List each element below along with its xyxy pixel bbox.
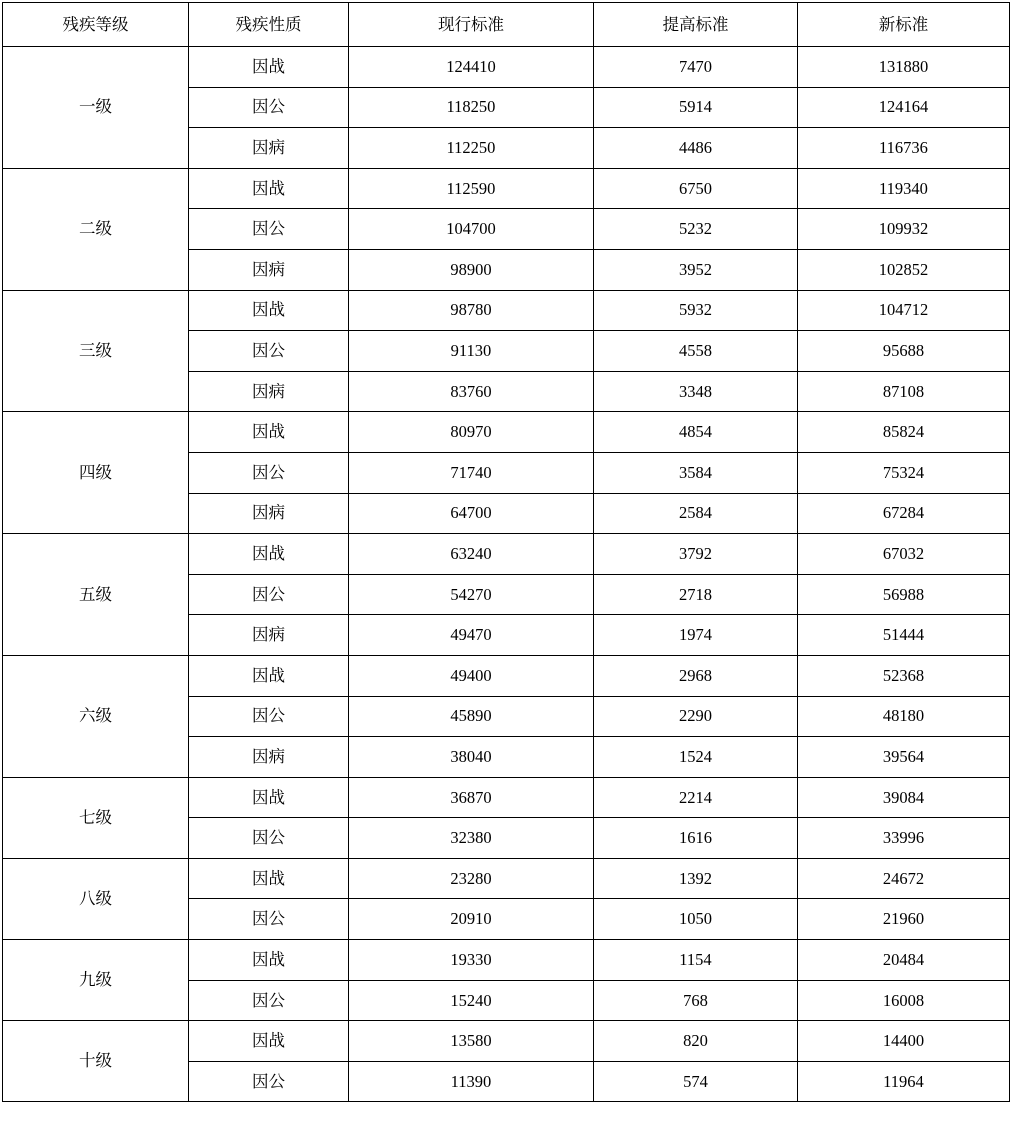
cell-increase-standard: 1974 [594, 615, 798, 656]
cell-current-standard: 98900 [349, 249, 594, 290]
cell-increase-standard: 2968 [594, 655, 798, 696]
cell-new-standard: 116736 [798, 128, 1010, 169]
table-row [3, 168, 1010, 209]
cell-nature: 因病 [189, 493, 349, 534]
cell-nature: 因战 [189, 858, 349, 899]
cell-new-standard: 87108 [798, 371, 1010, 412]
cell-current-standard: 112590 [349, 168, 594, 209]
cell-new-standard: 11964 [798, 1061, 1010, 1102]
cell-new-standard: 56988 [798, 574, 1010, 615]
cell-new-standard: 14400 [798, 1021, 1010, 1062]
cell-current-standard: 118250 [349, 87, 594, 128]
table-row [3, 655, 1010, 696]
cell-grade: 五级 [3, 534, 189, 656]
cell-new-standard: 39564 [798, 737, 1010, 778]
cell-current-standard: 83760 [349, 371, 594, 412]
cell-nature: 因公 [189, 899, 349, 940]
table-header-row [3, 3, 1010, 47]
cell-nature: 因战 [189, 940, 349, 981]
cell-nature: 因战 [189, 47, 349, 88]
table-row [3, 858, 1010, 899]
cell-current-standard: 38040 [349, 737, 594, 778]
cell-grade: 七级 [3, 777, 189, 858]
cell-new-standard: 39084 [798, 777, 1010, 818]
cell-increase-standard: 1616 [594, 818, 798, 859]
cell-current-standard: 11390 [349, 1061, 594, 1102]
cell-increase-standard: 4558 [594, 331, 798, 372]
table-row [3, 47, 1010, 88]
cell-increase-standard: 4486 [594, 128, 798, 169]
cell-grade: 四级 [3, 412, 189, 534]
column-header-nature: 残疾性质 [189, 3, 349, 47]
cell-nature: 因公 [189, 87, 349, 128]
cell-current-standard: 13580 [349, 1021, 594, 1062]
cell-increase-standard: 3584 [594, 452, 798, 493]
cell-nature: 因公 [189, 209, 349, 250]
cell-increase-standard: 1154 [594, 940, 798, 981]
cell-increase-standard: 2718 [594, 574, 798, 615]
cell-nature: 因公 [189, 331, 349, 372]
cell-increase-standard: 768 [594, 980, 798, 1021]
cell-new-standard: 21960 [798, 899, 1010, 940]
cell-nature: 因公 [189, 980, 349, 1021]
cell-increase-standard: 1392 [594, 858, 798, 899]
table-header [3, 3, 1010, 47]
cell-nature: 因战 [189, 168, 349, 209]
cell-nature: 因战 [189, 534, 349, 575]
cell-nature: 因公 [189, 1061, 349, 1102]
cell-increase-standard: 5914 [594, 87, 798, 128]
table-row [3, 777, 1010, 818]
cell-nature: 因病 [189, 128, 349, 169]
cell-current-standard: 19330 [349, 940, 594, 981]
cell-increase-standard: 3952 [594, 249, 798, 290]
cell-new-standard: 51444 [798, 615, 1010, 656]
cell-increase-standard: 1524 [594, 737, 798, 778]
column-header-current-standard: 现行标准 [349, 3, 594, 47]
cell-current-standard: 91130 [349, 331, 594, 372]
cell-increase-standard: 2214 [594, 777, 798, 818]
column-header-increase-standard: 提高标准 [594, 3, 798, 47]
cell-current-standard: 64700 [349, 493, 594, 534]
cell-increase-standard: 820 [594, 1021, 798, 1062]
column-header-new-standard: 新标准 [798, 3, 1010, 47]
cell-increase-standard: 2290 [594, 696, 798, 737]
table-row [3, 290, 1010, 331]
cell-nature: 因病 [189, 615, 349, 656]
cell-current-standard: 49400 [349, 655, 594, 696]
cell-new-standard: 67284 [798, 493, 1010, 534]
cell-new-standard: 85824 [798, 412, 1010, 453]
cell-nature: 因病 [189, 249, 349, 290]
cell-new-standard: 48180 [798, 696, 1010, 737]
cell-nature: 因公 [189, 452, 349, 493]
cell-current-standard: 63240 [349, 534, 594, 575]
cell-nature: 因战 [189, 1021, 349, 1062]
table-body [3, 47, 1010, 1102]
cell-current-standard: 124410 [349, 47, 594, 88]
cell-new-standard: 119340 [798, 168, 1010, 209]
cell-new-standard: 52368 [798, 655, 1010, 696]
cell-nature: 因战 [189, 290, 349, 331]
cell-nature: 因公 [189, 818, 349, 859]
cell-increase-standard: 3792 [594, 534, 798, 575]
cell-current-standard: 104700 [349, 209, 594, 250]
cell-current-standard: 15240 [349, 980, 594, 1021]
cell-new-standard: 95688 [798, 331, 1010, 372]
cell-increase-standard: 7470 [594, 47, 798, 88]
cell-current-standard: 80970 [349, 412, 594, 453]
cell-current-standard: 32380 [349, 818, 594, 859]
cell-increase-standard: 3348 [594, 371, 798, 412]
cell-new-standard: 104712 [798, 290, 1010, 331]
cell-increase-standard: 5232 [594, 209, 798, 250]
cell-new-standard: 124164 [798, 87, 1010, 128]
cell-new-standard: 33996 [798, 818, 1010, 859]
table-row [3, 1021, 1010, 1062]
cell-new-standard: 24672 [798, 858, 1010, 899]
cell-current-standard: 20910 [349, 899, 594, 940]
cell-nature: 因公 [189, 574, 349, 615]
cell-grade: 一级 [3, 47, 189, 169]
cell-grade: 二级 [3, 168, 189, 290]
cell-increase-standard: 5932 [594, 290, 798, 331]
cell-increase-standard: 6750 [594, 168, 798, 209]
cell-current-standard: 71740 [349, 452, 594, 493]
cell-new-standard: 131880 [798, 47, 1010, 88]
disability-standards-table-container [0, 2, 1011, 1102]
cell-nature: 因战 [189, 777, 349, 818]
cell-new-standard: 75324 [798, 452, 1010, 493]
cell-increase-standard: 4854 [594, 412, 798, 453]
cell-new-standard: 109932 [798, 209, 1010, 250]
cell-grade: 三级 [3, 290, 189, 412]
cell-current-standard: 49470 [349, 615, 594, 656]
cell-grade: 九级 [3, 940, 189, 1021]
column-header-grade: 残疾等级 [3, 3, 189, 47]
cell-grade: 六级 [3, 655, 189, 777]
cell-new-standard: 20484 [798, 940, 1010, 981]
cell-current-standard: 98780 [349, 290, 594, 331]
cell-new-standard: 67032 [798, 534, 1010, 575]
cell-current-standard: 36870 [349, 777, 594, 818]
cell-nature: 因战 [189, 655, 349, 696]
cell-increase-standard: 574 [594, 1061, 798, 1102]
table-row [3, 412, 1010, 453]
cell-current-standard: 23280 [349, 858, 594, 899]
table-row [3, 940, 1010, 981]
disability-standards-table [2, 2, 1010, 1102]
cell-current-standard: 54270 [349, 574, 594, 615]
cell-new-standard: 16008 [798, 980, 1010, 1021]
cell-new-standard: 102852 [798, 249, 1010, 290]
cell-current-standard: 45890 [349, 696, 594, 737]
table-row [3, 534, 1010, 575]
cell-nature: 因战 [189, 412, 349, 453]
cell-increase-standard: 1050 [594, 899, 798, 940]
cell-grade: 十级 [3, 1021, 189, 1102]
cell-current-standard: 112250 [349, 128, 594, 169]
cell-nature: 因病 [189, 737, 349, 778]
cell-grade: 八级 [3, 858, 189, 939]
cell-nature: 因公 [189, 696, 349, 737]
cell-nature: 因病 [189, 371, 349, 412]
cell-increase-standard: 2584 [594, 493, 798, 534]
